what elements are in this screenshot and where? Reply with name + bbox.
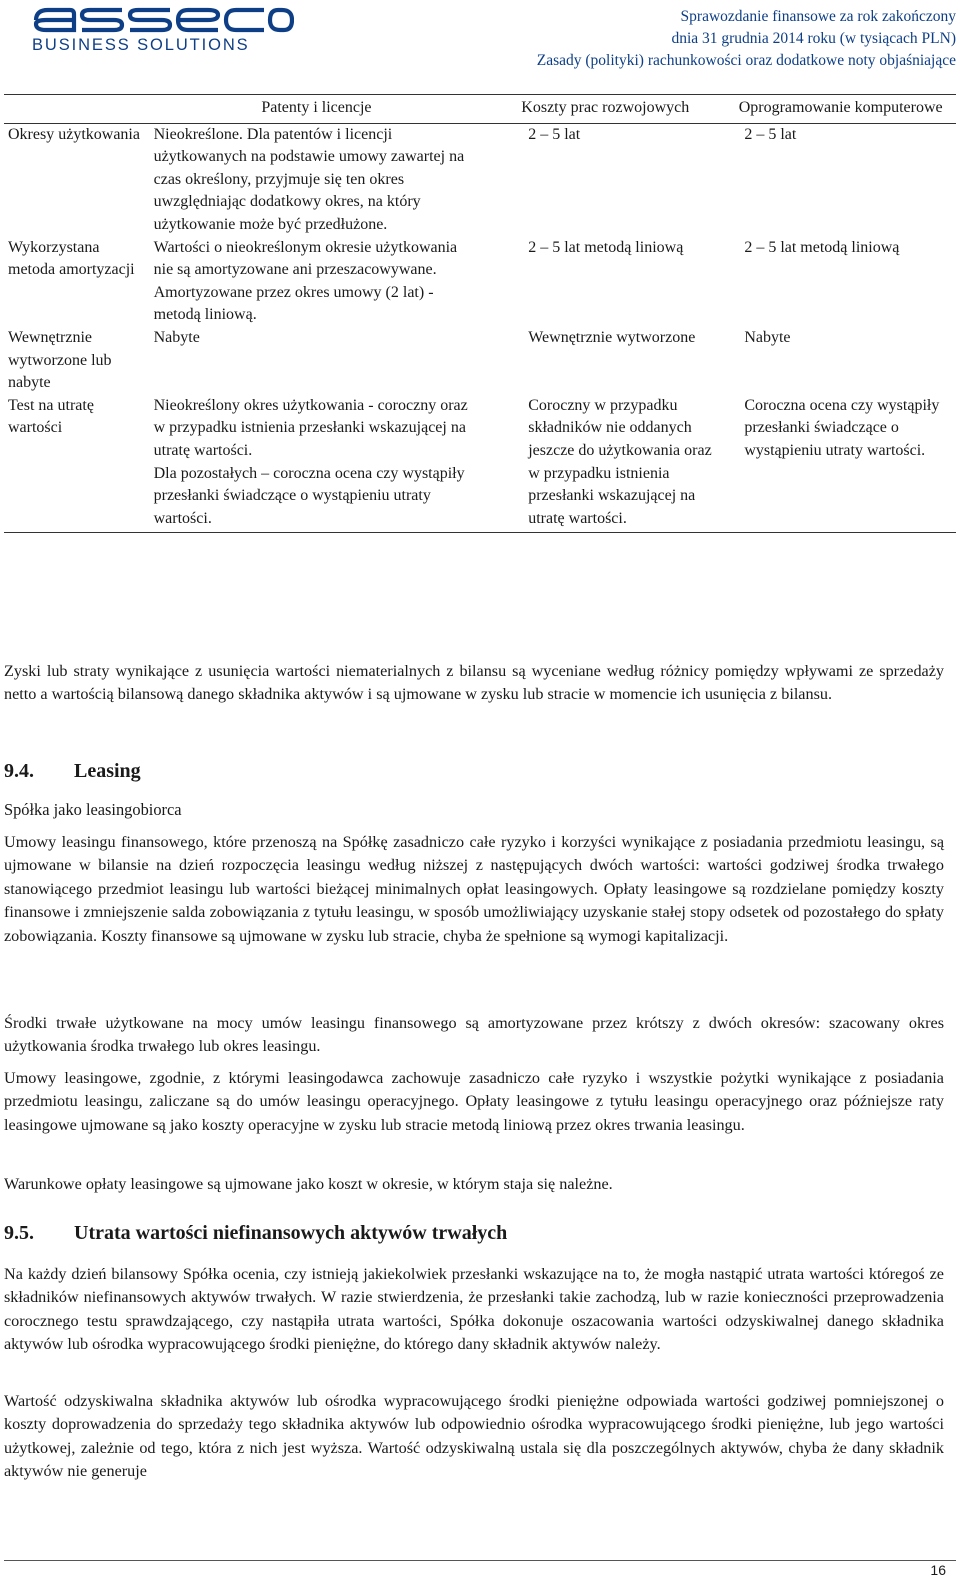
cell-software: 2 – 5 lat metodą liniową (744, 238, 900, 256)
logo-subtitle: BUSINESS SOLUTIONS (32, 36, 250, 54)
report-title-line: Sprawozdanie finansowe za rok zakończony (680, 8, 956, 25)
paragraph-operating-lease: Umowy leasingowe, zgodnie, z którymi leasingodawca zachowuje zasadniczo całe ryzyko i wszystkie pożytki wynikające z posiadania przedmiotu leasingu, zaliczane są do umów leasingu operacyjnego. Opłaty leasingowe z tytułu leasingu operacyjnego oraz późniejsze raty leasingowe ujmowane są jako koszty operacyjne w zysku lub stracie metodą liniową przez okres trwania leasingu. (4, 1069, 944, 1134)
paragraph-disposal-gains: Zyski lub straty wynikające z usunięcia wartości niematerialnych z bilansu są wyceniane według różnicy pomiędzy wpływami ze sprzedaży netto a wartością bilansową danego składnika aktywów i są ujmowane w zysku lub stracie w momencie ich usunięcia z bilansu. (4, 662, 944, 704)
cell-dev-costs: Coroczny w przypadku składników nie oddanych jeszcze do użytkowania oraz w przypadku istnienia przesłanki wskazującej na utratę wartości. (485, 395, 725, 533)
column-header-patents: Patenty i licencje (148, 95, 486, 123)
cell-patents: Nabyte (153, 328, 200, 346)
cell-patents-text: Wartości o nieokreślonym okresie użytkowania nie są amortyzowane ani przeszacowywane. (153, 238, 458, 279)
cell-patents-extra: Amortyzowane przez okres umowy (2 lat) - metodą liniową. (153, 283, 434, 324)
cell-software: Coroczna ocena czy wystąpiły przesłanki świadczące o wystąpieniu utraty wartości. (725, 395, 956, 533)
row-label: Wykorzystana metoda amortyzacji (8, 238, 135, 279)
row-label: Wewnętrznie wytworzone lub nabyte (8, 328, 112, 392)
paragraph-fixed-assets: Środki trwałe użytkowane na mocy umów leasingu finansowego są amortyzowane przez krótszy z dwóch okresów: szacowany okres użytkowania środka trwałego lub okres leasingu. (4, 1014, 944, 1056)
asseco-logo (32, 4, 302, 55)
cell-patents-text: Nieokreślony okres użytkowania - coroczny oraz w przypadku istnienia przesłanki wskazującej na utratę wartości. (153, 396, 468, 459)
cell-dev-costs: 2 – 5 lat metodą liniową (528, 238, 684, 256)
page-header (0, 0, 960, 80)
column-header (4, 95, 148, 123)
page-number: 16 (930, 1562, 946, 1578)
cell-software: 2 – 5 lat (744, 125, 797, 143)
cell-dev-costs: 2 – 5 lat (528, 125, 581, 143)
paragraph-recoverable-amount: Wartość odzyskiwalna składnika aktywów lub ośrodka wypracowującego środki pieniężne odpowiada wartości godziwej pomniejszonej o koszty doprowadzenia do sprzedaży tego składnika aktywów lub odpowiednio ośrodka wypracowującego środki pieniężne, lub jego wartości użytkowej, zależnie od tego, która z nich jest wyższa. Wartość odzyskiwalną ustala się dla poszczególnych aktywów, chyba że dany składnik aktywów nie generuje (4, 1392, 944, 1481)
section-title: Leasing (74, 760, 141, 782)
footer-rule (4, 1560, 956, 1561)
paragraph-impairment-assessment: Na każdy dzień bilansowy Spółka ocenia, czy istnieją jakiekolwiek przesłanki wskazujące na to, że mogła nastąpić utrata wartości któregoś ze składników niefinansowych aktywów trwałych. W razie stwierdzenia, że przesłanki takie zachodzą, lub w razie konieczności przeprowadzenia corocznego testu sprawdzającego, czy nastąpiła utrata wartości, Spółka dokonuje oszacowania wartości odzyskiwalnej danego składnika aktywów lub ośrodka wypracowującego środki pieniężne, do którego dany składnik aktywów należy. (4, 1265, 944, 1354)
cell-dev-costs: Wewnętrznie wytworzone (528, 328, 696, 346)
column-header-software: Oprogramowanie komputerowe (725, 95, 956, 123)
table-row (4, 327, 956, 395)
report-section-line: Zasady (polityki) rachunkowości oraz dodatkowe noty objaśniające (536, 52, 956, 69)
report-period-line: dnia 31 grudnia 2014 roku (w tysiącach PLN) (671, 30, 956, 47)
intangibles-table (4, 95, 956, 533)
paragraph-conditional-payments: Warunkowe opłaty leasingowe są ujmowane jako koszt w okresie, w którym staja się należne. (4, 1175, 613, 1193)
cell-patents: Nieokreślone. Dla patentów i licencji użytkowanych na podstawie umowy zawartej na czas określony, przyjmuje się ten okres uwzględniając dodatkowy okres, na który użytkowanie może być przedłużone. (153, 125, 465, 233)
report-title-block (537, 6, 956, 72)
table-row (4, 123, 956, 236)
subheading-lessee: Spółka jako leasingobiorca (4, 800, 182, 819)
section-heading-leasing (4, 760, 141, 783)
section-heading-impairment (4, 1222, 507, 1245)
cell-patents (148, 237, 486, 327)
cell-patents (148, 395, 486, 533)
section-number: 9.4. (4, 760, 34, 782)
section-title: Utrata wartości niefinansowych aktywów trwałych (74, 1222, 508, 1244)
paragraph-finance-lease: Umowy leasingu finansowego, które przenoszą na Spółkę zasadniczo całe ryzyko i korzyści wynikające z posiadania przedmiotu leasingu, są ujmowane w bilansie na dzień rozpoczęcia leasingu według niższej z następujących dwóch wartości: wartości godziwej środka trwałego stanowiącego przedmiot leasingu lub wartości bieżącej minimalnych opłat leasingowych. Opłaty leasingowe są rozdzielane pomiędzy koszty finansowe i zmniejszenie salda zobowiązania z tytułu leasingu, w sposób umożliwiający uzyskanie stałej stopy odsetek od pozostałego do spłaty zobowiązania. Koszty finansowe są ujmowane w zysku lub stracie, chyba że spełnione są wymogi kapitalizacji. (4, 833, 944, 945)
table-row (4, 395, 956, 533)
cell-patents-extra: Dla pozostałych – coroczna ocena czy wystąpiły przesłanki świadczące o wystąpieniu utraty wartości. (153, 464, 465, 527)
table-row (4, 237, 956, 327)
column-header-dev-costs: Koszty prac rozwojowych (485, 95, 725, 123)
row-label: Okresy użytkowania (8, 125, 140, 143)
row-label: Test na utratę wartości (4, 395, 148, 533)
table-header-row (4, 95, 956, 123)
logo-wordmark (32, 4, 294, 34)
section-number: 9.5. (4, 1222, 34, 1244)
cell-software: Nabyte (744, 328, 791, 346)
